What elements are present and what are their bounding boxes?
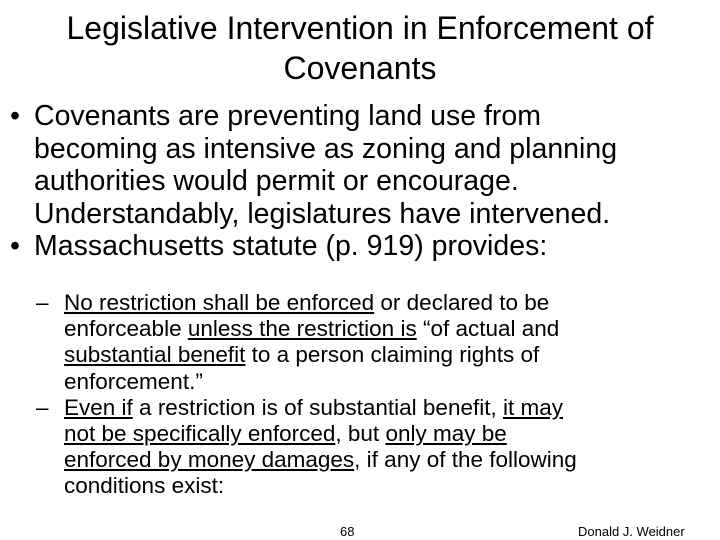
underlined-phrase: not be specifically enforced [64,421,336,447]
text-run: enforcement.” [64,368,203,394]
sub-bullet-no-restriction [36,290,716,395]
bullet-2-text: Massachusetts statute (p. 919) provides: [34,230,548,262]
sub-2-line-1 [64,395,716,421]
underlined-phrase: No restriction shall be enforced [64,290,375,315]
underlined-phrase: enforced by money damages [64,447,355,473]
bullet-1-line-4: Understandably, legislatures have intervened. [34,197,611,230]
bullet-1-line-3: authorities would permit or encourage. [34,165,519,197]
sub-2-line-3 [64,447,716,473]
dash-marker: – [36,290,49,315]
sub-bullet-even-if [36,395,716,500]
underlined-phrase: substantial benefit [64,342,246,368]
text-run: , if any of the following [354,447,577,473]
sub-bullet-list [36,290,716,500]
text-run: to a person claiming rights of [245,342,540,368]
underlined-phrase: only may be [385,421,507,447]
text-run: “of actual and [416,316,560,342]
dash-marker: – [36,394,49,420]
bullet-item-massachusetts [10,230,710,263]
slide-title-line-1: Legislative Intervention in Enforcement of [66,10,654,46]
text-run: conditions exist: [64,473,225,499]
bullet-1-line-1: Covenants are preventing land use from [34,100,541,132]
sub-1-line-3 [64,342,716,368]
bullet-1-line-2: becoming as intensive as zoning and planning [34,132,618,165]
sub-2-line-2 [64,421,716,447]
underlined-phrase: unless the restriction is [187,316,417,342]
slide-number: 68 [340,524,355,539]
slide-title-line-2: Covenants [283,50,437,86]
footer-author: Donald J. Weidner [578,524,685,539]
sub-1-line-2 [64,316,716,342]
sub-1-line-4 [64,369,716,395]
bullet-marker: • [10,230,20,262]
bullet-item-covenants [10,100,710,230]
text-run: , but [335,421,386,447]
sub-2-line-4 [64,473,716,499]
sub-1-line-1 [64,290,716,316]
underlined-phrase: it may [502,394,563,420]
text-run: enforceable [64,316,188,342]
text-run: or declared to be [374,290,550,315]
bullet-list [10,100,710,263]
text-run: a restriction is of substantial benefit, [132,394,503,420]
underlined-phrase: Even if [64,394,133,420]
bullet-marker: • [10,100,20,132]
slide-title [20,8,700,88]
